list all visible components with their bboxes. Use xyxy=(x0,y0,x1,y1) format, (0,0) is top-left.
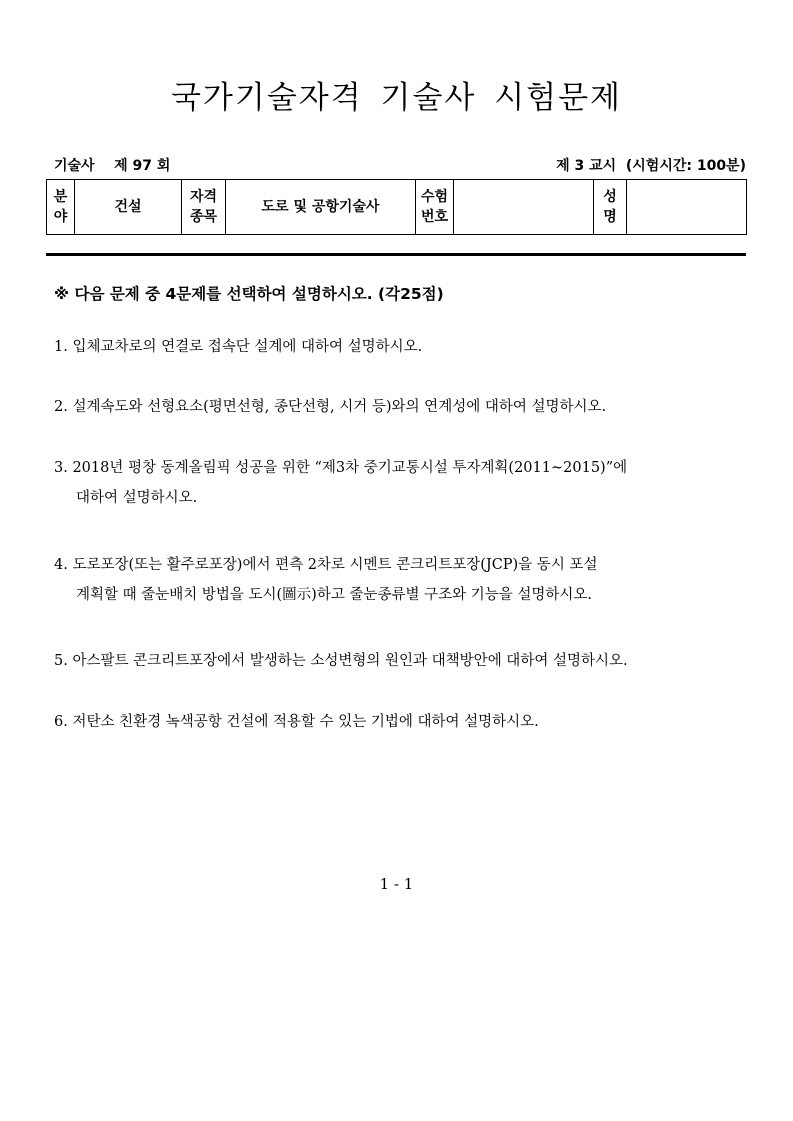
name-field[interactable] xyxy=(627,180,747,235)
question-number: 6. xyxy=(54,714,68,730)
exam-session: 기술사 제 97 회 xyxy=(54,158,171,174)
question-item xyxy=(54,550,754,610)
question-text: 도로포장(또는 활주로포장)에서 편측 2차로 시멘트 콘크리트포장(JCP)을 동시 포설 xyxy=(72,557,598,573)
divider-rule xyxy=(46,253,746,256)
field-value: 건설 xyxy=(75,180,182,235)
question-number: 3. xyxy=(54,460,68,476)
qualification-label-line1: 자격 xyxy=(189,189,218,205)
page-title: 국가기술자격 기술사 시험문제 xyxy=(170,80,622,116)
instruction-text: ※ 다음 문제 중 4문제를 선택하여 설명하시오. (각25점) xyxy=(54,285,444,303)
qualification-label-line2: 종목 xyxy=(189,209,218,225)
question-number: 4. xyxy=(54,557,68,573)
name-label-line2: 명 xyxy=(603,209,617,225)
question-text: 2018년 평창 동계올림픽 성공을 위한 “제3차 중기교통시설 투자계획(2011~2015)”에 xyxy=(72,460,628,476)
exam-info-table xyxy=(46,179,747,235)
question-text: 입체교차로의 연결로 접속단 설계에 대하여 설명하시오. xyxy=(72,339,423,355)
name-label xyxy=(594,180,627,235)
question-item xyxy=(54,392,754,422)
question-text-continued: 대하여 설명하시오. xyxy=(76,490,198,506)
field-label-line1: 분 xyxy=(53,189,68,205)
field-label xyxy=(47,180,75,235)
question-text: 설계속도와 선형요소(평면선형, 종단선형, 시거 등)와의 연계성에 대하여 설명하시오. xyxy=(72,399,607,415)
question-item xyxy=(54,707,754,737)
exam-number-field[interactable] xyxy=(454,180,594,235)
qualification-label xyxy=(182,180,226,235)
question-number: 5. xyxy=(54,653,68,669)
exam-number-label-line1: 수험 xyxy=(420,189,449,205)
exam-period: 제 3 교시 (시험시간: 100분) xyxy=(556,158,746,174)
question-text-continued: 계획할 때 줄눈배치 방법을 도시(圖示)하고 줄눈종류별 구조와 기능을 설명하시오. xyxy=(76,587,593,603)
name-label-line1: 성 xyxy=(603,189,617,205)
exam-number-label xyxy=(416,180,454,235)
question-number: 1. xyxy=(54,339,68,355)
question-item xyxy=(54,453,754,513)
qualification-value: 도로 및 공항기술사 xyxy=(226,180,416,235)
field-label-line2: 야 xyxy=(53,209,68,225)
question-number: 2. xyxy=(54,399,68,415)
exam-number-label-line2: 번호 xyxy=(420,209,449,225)
question-item xyxy=(54,332,754,362)
question-text: 아스팔트 콘크리트포장에서 발생하는 소성변형의 원인과 대책방안에 대하여 설명하시오. xyxy=(72,653,628,669)
question-item xyxy=(54,646,754,676)
question-text: 저탄소 친환경 녹색공항 건설에 적용할 수 있는 기법에 대하여 설명하시오. xyxy=(72,714,539,730)
page-number: 1 - 1 xyxy=(379,875,414,893)
